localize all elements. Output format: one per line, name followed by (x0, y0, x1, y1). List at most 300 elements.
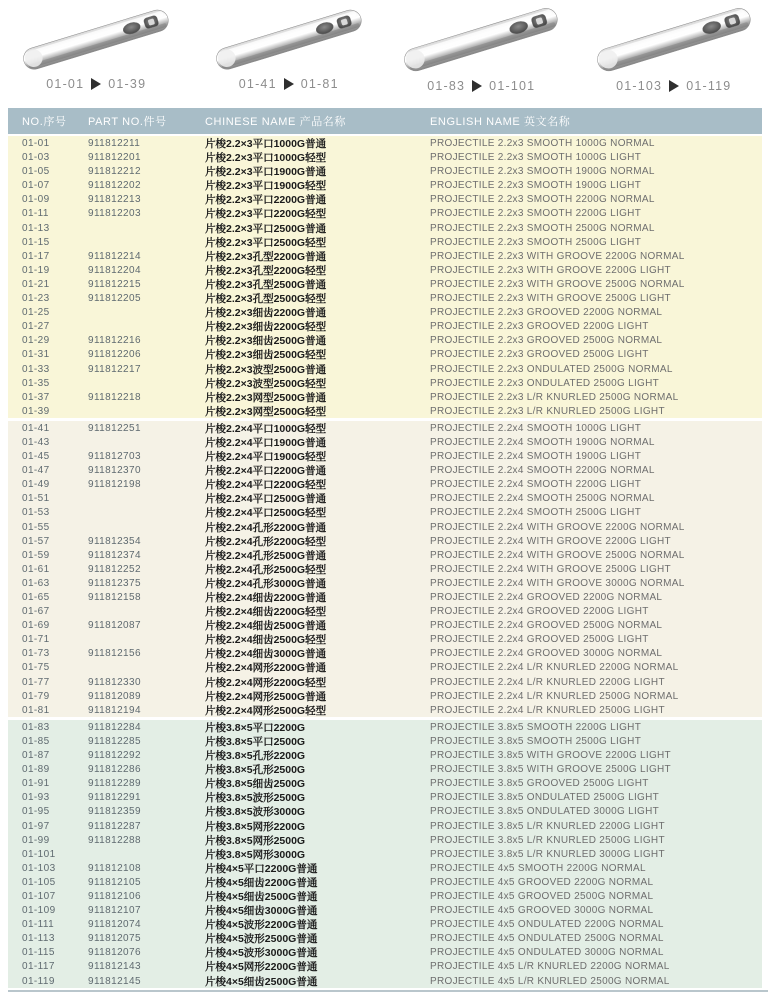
col-english: PROJECTILE 2.2x3 WITH GROOVE 2200G NORMAL (430, 250, 685, 262)
col-chinese: 片梭2.2×4孔形2200G普通 (205, 521, 327, 534)
col-part: 911812288 (88, 834, 141, 846)
col-no: 01-101 (22, 848, 56, 860)
table-row (8, 903, 762, 917)
projectile-photo (201, 4, 377, 76)
projectile-photo (389, 2, 573, 78)
col-english: PROJECTILE 2.2x3 ONDULATED 2500G LIGHT (430, 377, 660, 389)
table-row (8, 505, 762, 519)
range-end: 01-39 (108, 77, 147, 91)
col-no: 01-69 (22, 620, 50, 632)
col-chinese: 片梭2.2×4孔形3000G普通 (205, 577, 327, 590)
col-english: PROJECTILE 4x5 L/R KNURLED 2200G NORMAL (430, 961, 670, 973)
range-end: 01-101 (489, 79, 536, 93)
table-row (8, 776, 762, 790)
col-no: 01-33 (22, 363, 50, 375)
col-no: 01-45 (22, 451, 50, 463)
col-english: PROJECTILE 4x5 ONDULATED 3000G NORMAL (430, 947, 664, 959)
table-row (8, 720, 762, 734)
col-part: 911812216 (88, 335, 141, 347)
table-row (8, 689, 762, 703)
col-chinese: 片梭2.2×3细齿2200G普通 (205, 307, 327, 320)
col-chinese: 片梭2.2×4平口1900G普通 (205, 436, 327, 449)
col-english: PROJECTILE 3.8x5 GROOVED 2500G LIGHT (430, 778, 649, 790)
table-row (8, 404, 762, 418)
projectile-photo (582, 2, 766, 78)
col-chinese: 片梭3.8×5平口2500G (205, 735, 306, 748)
col-chinese: 片梭2.2×3平口2500G轻型 (205, 236, 327, 249)
col-english: PROJECTILE 2.2x4 GROOVED 2500G NORMAL (430, 620, 663, 632)
col-part: 911812105 (88, 876, 141, 888)
col-english: PROJECTILE 2.2x4 GROOVED 2200G LIGHT (430, 606, 649, 618)
product-photo-strip (0, 2, 770, 102)
table-row (8, 660, 762, 674)
range-label (239, 77, 339, 91)
col-no: 01-61 (22, 563, 50, 575)
table-row (8, 376, 762, 390)
product-photo-group-3 (385, 2, 578, 102)
col-english: PROJECTILE 2.2x4 SMOOTH 2200G LIGHT (430, 479, 642, 491)
col-english: PROJECTILE 3.8x5 L/R KNURLED 2200G LIGHT (430, 820, 665, 832)
col-part: 911812076 (88, 947, 141, 959)
col-part: 911812075 (88, 933, 141, 945)
range-start: 01-41 (238, 77, 277, 91)
col-chinese: 片梭2.2×3波型2500G轻型 (205, 377, 327, 390)
col-no: 01-51 (22, 493, 50, 505)
col-no: 01-95 (22, 806, 50, 818)
table-section (8, 136, 762, 418)
col-chinese: 片梭2.2×3孔型2500G普通 (205, 278, 327, 291)
table-row (8, 206, 762, 220)
col-english: PROJECTILE 2.2x3 SMOOTH 2500G LIGHT (430, 236, 642, 248)
table-header-row (8, 108, 762, 134)
col-part: 911812212 (88, 166, 141, 178)
col-part: 911812074 (88, 919, 141, 931)
table-row (8, 974, 762, 988)
col-english: PROJECTILE 2.2x4 WITH GROOVE 2200G NORMAL (430, 521, 685, 533)
product-photo-group-2 (193, 2, 386, 102)
table-row (8, 347, 762, 361)
col-chinese: 片梭2.2×4细齿3000G普通 (205, 648, 327, 661)
col-part: 911812217 (88, 363, 141, 375)
col-no: 01-41 (22, 422, 50, 434)
bottom-divider (8, 990, 768, 992)
table-row (8, 178, 762, 192)
range-label (616, 79, 731, 93)
col-chinese: 片梭2.2×4平口2200G轻型 (205, 479, 327, 492)
table-row (8, 889, 762, 903)
col-english: PROJECTILE 2.2x4 WITH GROOVE 2200G LIGHT (430, 535, 671, 547)
col-english: PROJECTILE 2.2x3 SMOOTH 1000G NORMAL (430, 138, 655, 149)
header-english-name: ENGLISH NAME 英文名称 (430, 116, 571, 128)
col-english: PROJECTILE 2.2x3 GROOVED 2500G NORMAL (430, 335, 663, 347)
col-no: 01-91 (22, 778, 50, 790)
col-no: 01-09 (22, 194, 50, 206)
col-part: 911812251 (88, 422, 141, 434)
col-english: PROJECTILE 2.2x3 ONDULATED 2500G NORMAL (430, 363, 673, 375)
col-english: PROJECTILE 3.8x5 ONDULATED 2500G LIGHT (430, 792, 660, 804)
table-row (8, 819, 762, 833)
col-no: 01-07 (22, 180, 50, 192)
table-row (8, 291, 762, 305)
col-no: 01-113 (22, 933, 55, 945)
col-part: 911812287 (88, 820, 141, 832)
col-english: PROJECTILE 4x5 GROOVED 2200G NORMAL (430, 876, 654, 888)
product-photo-group-4 (578, 2, 770, 102)
col-english: PROJECTILE 2.2x4 GROOVED 3000G NORMAL (430, 648, 663, 660)
col-chinese: 片梭2.2×3细齿2200G轻型 (205, 321, 327, 334)
col-english: PROJECTILE 2.2x4 WITH GROOVE 2500G LIGHT (430, 563, 671, 575)
col-no: 01-117 (22, 961, 55, 973)
col-no: 01-15 (22, 236, 50, 248)
table-row (8, 875, 762, 889)
col-chinese: 片梭2.2×3孔型2200G轻型 (205, 264, 327, 277)
col-part: 911812354 (88, 535, 141, 547)
table-row (8, 917, 762, 931)
table-row (8, 319, 762, 333)
col-part: 911812203 (88, 208, 141, 220)
col-english: PROJECTILE 2.2x4 SMOOTH 2200G NORMAL (430, 465, 655, 477)
table-row (8, 576, 762, 590)
table-row (8, 945, 762, 959)
col-chinese: 片梭2.2×3孔型2200G普通 (205, 250, 327, 263)
table-row (8, 333, 762, 347)
col-no: 01-59 (22, 549, 50, 561)
col-chinese: 片梭3.8×5孔形2200G (205, 750, 306, 763)
col-part: 911812370 (88, 465, 141, 477)
col-no: 01-35 (22, 377, 50, 389)
col-english: PROJECTILE 3.8x5 L/R KNURLED 2500G LIGHT (430, 834, 665, 846)
col-english: PROJECTILE 2.2x4 L/R KNURLED 2500G NORMAL (430, 690, 679, 702)
col-part: 911812289 (88, 778, 141, 790)
product-photo-group-1 (0, 2, 193, 102)
col-english: PROJECTILE 3.8x5 L/R KNURLED 3000G LIGHT (430, 848, 665, 860)
table-row (8, 548, 762, 562)
col-chinese: 片梭2.2×4网形2500G普通 (205, 690, 327, 703)
col-chinese: 片梭2.2×3平口1000G普通 (205, 138, 327, 150)
table-row (8, 235, 762, 249)
col-chinese: 片梭3.8×5波形2500G (205, 792, 306, 805)
table-section (8, 421, 762, 717)
col-english: PROJECTILE 2.2x3 WITH GROOVE 2500G NORMAL (430, 278, 685, 290)
col-no: 01-67 (22, 606, 50, 618)
col-no: 01-93 (22, 792, 50, 804)
col-no: 01-19 (22, 264, 50, 276)
col-english: PROJECTILE 2.2x3 L/R KNURLED 2500G NORMAL (430, 391, 679, 403)
col-no: 01-01 (22, 138, 50, 149)
table-row (8, 362, 762, 376)
col-chinese: 片梭2.2×3平口2500G普通 (205, 222, 327, 235)
range-label (427, 79, 535, 93)
col-english: PROJECTILE 2.2x4 SMOOTH 1900G NORMAL (430, 436, 655, 448)
col-chinese: 片梭2.2×3平口2200G普通 (205, 194, 327, 207)
col-chinese: 片梭2.2×3平口1900G普通 (205, 166, 327, 179)
col-english: PROJECTILE 2.2x3 SMOOTH 1900G LIGHT (430, 180, 642, 192)
col-english: PROJECTILE 2.2x3 SMOOTH 2500G NORMAL (430, 222, 655, 234)
range-label (46, 77, 146, 91)
col-chinese: 片梭4×5细齿2500G普通 (205, 975, 318, 988)
col-english: PROJECTILE 2.2x4 GROOVED 2500G LIGHT (430, 634, 649, 646)
col-part: 911812089 (88, 690, 141, 702)
col-chinese: 片梭2.2×4网形2200G普通 (205, 662, 327, 675)
col-part: 911812198 (88, 479, 141, 491)
table-row (8, 590, 762, 604)
col-no: 01-83 (22, 721, 50, 733)
table-row (8, 449, 762, 463)
col-no: 01-47 (22, 465, 50, 477)
col-no: 01-49 (22, 479, 50, 491)
col-chinese: 片梭4×5波形2500G普通 (205, 933, 318, 946)
table-row (8, 221, 762, 235)
col-part: 911812201 (88, 152, 141, 164)
col-chinese: 片梭3.8×5网形2200G (205, 820, 306, 833)
col-english: PROJECTILE 2.2x4 SMOOTH 2500G LIGHT (430, 507, 642, 519)
col-chinese: 片梭4×5网形2200G普通 (205, 961, 318, 974)
col-part: 911812087 (88, 620, 141, 632)
table-row (8, 931, 762, 945)
col-no: 01-75 (22, 662, 50, 674)
col-no: 01-55 (22, 521, 50, 533)
col-english: PROJECTILE 2.2x3 GROOVED 2200G NORMAL (430, 307, 663, 319)
table-row (8, 646, 762, 660)
col-chinese: 片梭3.8×5网形2500G (205, 834, 306, 847)
table-row (8, 703, 762, 717)
table-row (8, 604, 762, 618)
col-english: PROJECTILE 2.2x3 GROOVED 2500G LIGHT (430, 349, 649, 361)
table-row (8, 421, 762, 435)
col-no: 01-107 (22, 890, 56, 902)
col-chinese: 片梭4×5细齿2500G普通 (205, 890, 318, 903)
col-chinese: 片梭2.2×3细齿2500G普通 (205, 335, 327, 348)
col-chinese: 片梭2.2×4细齿2200G普通 (205, 592, 327, 604)
col-english: PROJECTILE 4x5 ONDULATED 2200G NORMAL (430, 919, 664, 931)
col-no: 01-13 (22, 222, 50, 234)
table-row (8, 790, 762, 804)
col-no: 01-57 (22, 535, 50, 547)
col-part: 911812204 (88, 264, 141, 276)
table-section (8, 861, 762, 988)
col-part: 911812158 (88, 592, 141, 603)
col-english: PROJECTILE 2.2x3 SMOOTH 2200G NORMAL (430, 194, 655, 206)
col-chinese: 片梭2.2×4平口2500G轻型 (205, 507, 327, 520)
col-chinese: 片梭3.8×5网形3000G (205, 848, 306, 861)
table-row (8, 249, 762, 263)
col-part: 911812374 (88, 549, 141, 561)
col-english: PROJECTILE 2.2x4 L/R KNURLED 2200G NORMAL (430, 662, 679, 674)
col-english: PROJECTILE 2.2x4 WITH GROOVE 3000G NORMAL (430, 577, 685, 589)
col-no: 01-85 (22, 735, 50, 747)
col-part: 911812205 (88, 293, 141, 305)
table-row (8, 675, 762, 689)
table-row (8, 632, 762, 646)
col-no: 01-39 (22, 405, 50, 417)
col-part: 911812106 (88, 890, 141, 902)
table-row (8, 833, 762, 847)
col-no: 01-53 (22, 507, 50, 519)
col-english: PROJECTILE 3.8x5 ONDULATED 3000G LIGHT (430, 806, 660, 818)
col-chinese: 片梭2.2×4细齿2500G轻型 (205, 634, 327, 647)
col-no: 01-99 (22, 834, 50, 846)
table-row (8, 390, 762, 404)
col-part: 911812194 (88, 704, 141, 716)
col-part: 911812286 (88, 764, 141, 776)
col-chinese: 片梭2.2×4平口1900G轻型 (205, 451, 327, 464)
col-no: 01-119 (22, 975, 55, 987)
col-english: PROJECTILE 2.2x3 WITH GROOVE 2200G LIGHT (430, 264, 671, 276)
col-english: PROJECTILE 3.8x5 WITH GROOVE 2200G LIGHT (430, 750, 671, 762)
col-english: PROJECTILE 2.2x4 WITH GROOVE 2500G NORMAL (430, 549, 685, 561)
col-english: PROJECTILE 3.8x5 SMOOTH 2200G LIGHT (430, 721, 642, 733)
table-row (8, 562, 762, 576)
table-row (8, 959, 762, 973)
col-no: 01-03 (22, 152, 50, 164)
col-part: 911812213 (88, 194, 141, 206)
col-part: 911812703 (88, 451, 141, 463)
table-row (8, 804, 762, 818)
col-no: 01-65 (22, 592, 50, 603)
col-part: 911812108 (88, 862, 141, 874)
col-chinese: 片梭2.2×4孔形2500G普通 (205, 549, 327, 562)
col-no: 01-17 (22, 250, 50, 262)
col-no: 01-103 (22, 862, 56, 874)
col-chinese: 片梭2.2×3细齿2500G轻型 (205, 349, 327, 362)
table-row (8, 192, 762, 206)
col-part: 911812285 (88, 735, 141, 747)
table-row (8, 477, 762, 491)
col-english: PROJECTILE 4x5 GROOVED 3000G NORMAL (430, 905, 654, 917)
col-english: PROJECTILE 2.2x3 SMOOTH 1900G NORMAL (430, 166, 655, 178)
col-part: 911812291 (88, 792, 141, 804)
col-chinese: 片梭3.8×5平口2200G (205, 721, 306, 734)
table-row (8, 463, 762, 477)
range-arrow-icon (91, 78, 101, 90)
col-no: 01-71 (22, 634, 50, 646)
col-part: 911812202 (88, 180, 141, 192)
table-row (8, 762, 762, 776)
col-part: 911812359 (88, 806, 141, 818)
col-english: PROJECTILE 2.2x3 SMOOTH 1000G LIGHT (430, 152, 642, 164)
col-part: 911812211 (88, 138, 141, 149)
table-row (8, 748, 762, 762)
col-no: 01-89 (22, 764, 50, 776)
col-part: 911812292 (88, 750, 141, 762)
col-chinese: 片梭2.2×3波型2500G普通 (205, 363, 327, 376)
col-chinese: 片梭2.2×4孔形2200G轻型 (205, 535, 327, 548)
col-english: PROJECTILE 2.2x3 L/R KNURLED 2500G LIGHT (430, 405, 665, 417)
col-chinese: 片梭4×5平口2200G普通 (205, 862, 318, 875)
col-chinese: 片梭2.2×3平口1000G轻型 (205, 152, 327, 165)
col-no: 01-31 (22, 349, 50, 361)
table-row (8, 277, 762, 291)
col-english: PROJECTILE 2.2x4 GROOVED 2200G NORMAL (430, 592, 663, 603)
col-chinese: 片梭2.2×3平口1900G轻型 (205, 180, 327, 193)
col-no: 01-37 (22, 391, 50, 403)
col-no: 01-23 (22, 293, 50, 305)
col-no: 01-25 (22, 307, 50, 319)
table-row (8, 847, 762, 861)
col-chinese: 片梭2.2×4平口2500G普通 (205, 493, 327, 506)
range-start: 01-83 (427, 79, 466, 93)
col-chinese: 片梭2.2×3平口2200G轻型 (205, 208, 327, 221)
range-arrow-icon (284, 78, 294, 90)
col-english: PROJECTILE 2.2x3 GROOVED 2200G LIGHT (430, 321, 649, 333)
col-english: PROJECTILE 4x5 GROOVED 2500G NORMAL (430, 890, 654, 902)
header-no: NO.序号 (22, 116, 67, 128)
range-start: 01-01 (46, 77, 85, 91)
table-row (8, 263, 762, 277)
col-part: 911812252 (88, 563, 141, 575)
col-chinese: 片梭2.2×3网型2500G普通 (205, 391, 327, 404)
col-no: 01-21 (22, 278, 50, 290)
col-chinese: 片梭2.2×3孔型2500G轻型 (205, 293, 327, 306)
col-chinese: 片梭3.8×5细齿2500G (205, 778, 306, 791)
col-no: 01-77 (22, 676, 50, 688)
col-no: 01-79 (22, 690, 50, 702)
col-chinese: 片梭2.2×4细齿2200G轻型 (205, 606, 327, 619)
table-row (8, 520, 762, 534)
header-part-no: PART NO.件号 (88, 116, 167, 128)
col-chinese: 片梭4×5细齿3000G普通 (205, 905, 318, 918)
col-no: 01-81 (22, 704, 50, 716)
col-chinese: 片梭2.2×3网型2500G轻型 (205, 405, 327, 418)
col-part: 911812215 (88, 278, 141, 290)
col-no: 01-63 (22, 577, 50, 589)
col-chinese: 片梭4×5波形3000G普通 (205, 947, 318, 960)
col-part: 911812145 (88, 975, 141, 987)
table-row (8, 734, 762, 748)
col-chinese: 片梭2.2×4平口1000G轻型 (205, 422, 327, 435)
range-start: 01-103 (616, 79, 663, 93)
table-row (8, 305, 762, 319)
table-row (8, 136, 762, 150)
header-chinese-name: CHINESE NAME 产品名称 (205, 116, 346, 128)
range-arrow-icon (472, 80, 482, 92)
col-no: 01-43 (22, 436, 50, 448)
col-part: 911812206 (88, 349, 141, 361)
col-no: 01-111 (22, 919, 55, 931)
range-end: 01-119 (686, 79, 732, 93)
parts-table (8, 108, 762, 988)
col-english: PROJECTILE 4x5 SMOOTH 2200G NORMAL (430, 862, 646, 874)
table-row (8, 491, 762, 505)
col-english: PROJECTILE 4x5 L/R KNURLED 2500G NORMAL (430, 975, 670, 987)
col-no: 01-109 (22, 905, 56, 917)
col-no: 01-105 (22, 876, 56, 888)
col-chinese: 片梭4×5波形2200G普通 (205, 919, 318, 932)
table-section (8, 720, 762, 861)
col-english: PROJECTILE 2.2x4 SMOOTH 2500G NORMAL (430, 493, 655, 505)
col-part: 911812375 (88, 577, 141, 589)
col-chinese: 片梭3.8×5波形3000G (205, 806, 306, 819)
col-english: PROJECTILE 4x5 ONDULATED 2500G NORMAL (430, 933, 664, 945)
col-part: 911812330 (88, 676, 141, 688)
col-part: 911812214 (88, 250, 141, 262)
projectile-photo (8, 4, 184, 76)
col-no: 01-05 (22, 166, 50, 178)
col-part: 911812143 (88, 961, 141, 973)
table-row (8, 861, 762, 875)
col-chinese: 片梭2.2×4细齿2500G普通 (205, 620, 327, 633)
col-part: 911812156 (88, 648, 141, 660)
col-english: PROJECTILE 2.2x4 SMOOTH 1900G LIGHT (430, 451, 642, 463)
table-body (8, 136, 762, 988)
table-row (8, 534, 762, 548)
col-chinese: 片梭3.8×5孔形2500G (205, 764, 306, 777)
col-english: PROJECTILE 3.8x5 WITH GROOVE 2500G LIGHT (430, 764, 671, 776)
col-no: 01-115 (22, 947, 55, 959)
col-english: PROJECTILE 2.2x4 L/R KNURLED 2500G LIGHT (430, 704, 665, 716)
col-chinese: 片梭4×5细齿2200G普通 (205, 876, 318, 889)
col-chinese: 片梭2.2×4平口2200G普通 (205, 465, 327, 478)
